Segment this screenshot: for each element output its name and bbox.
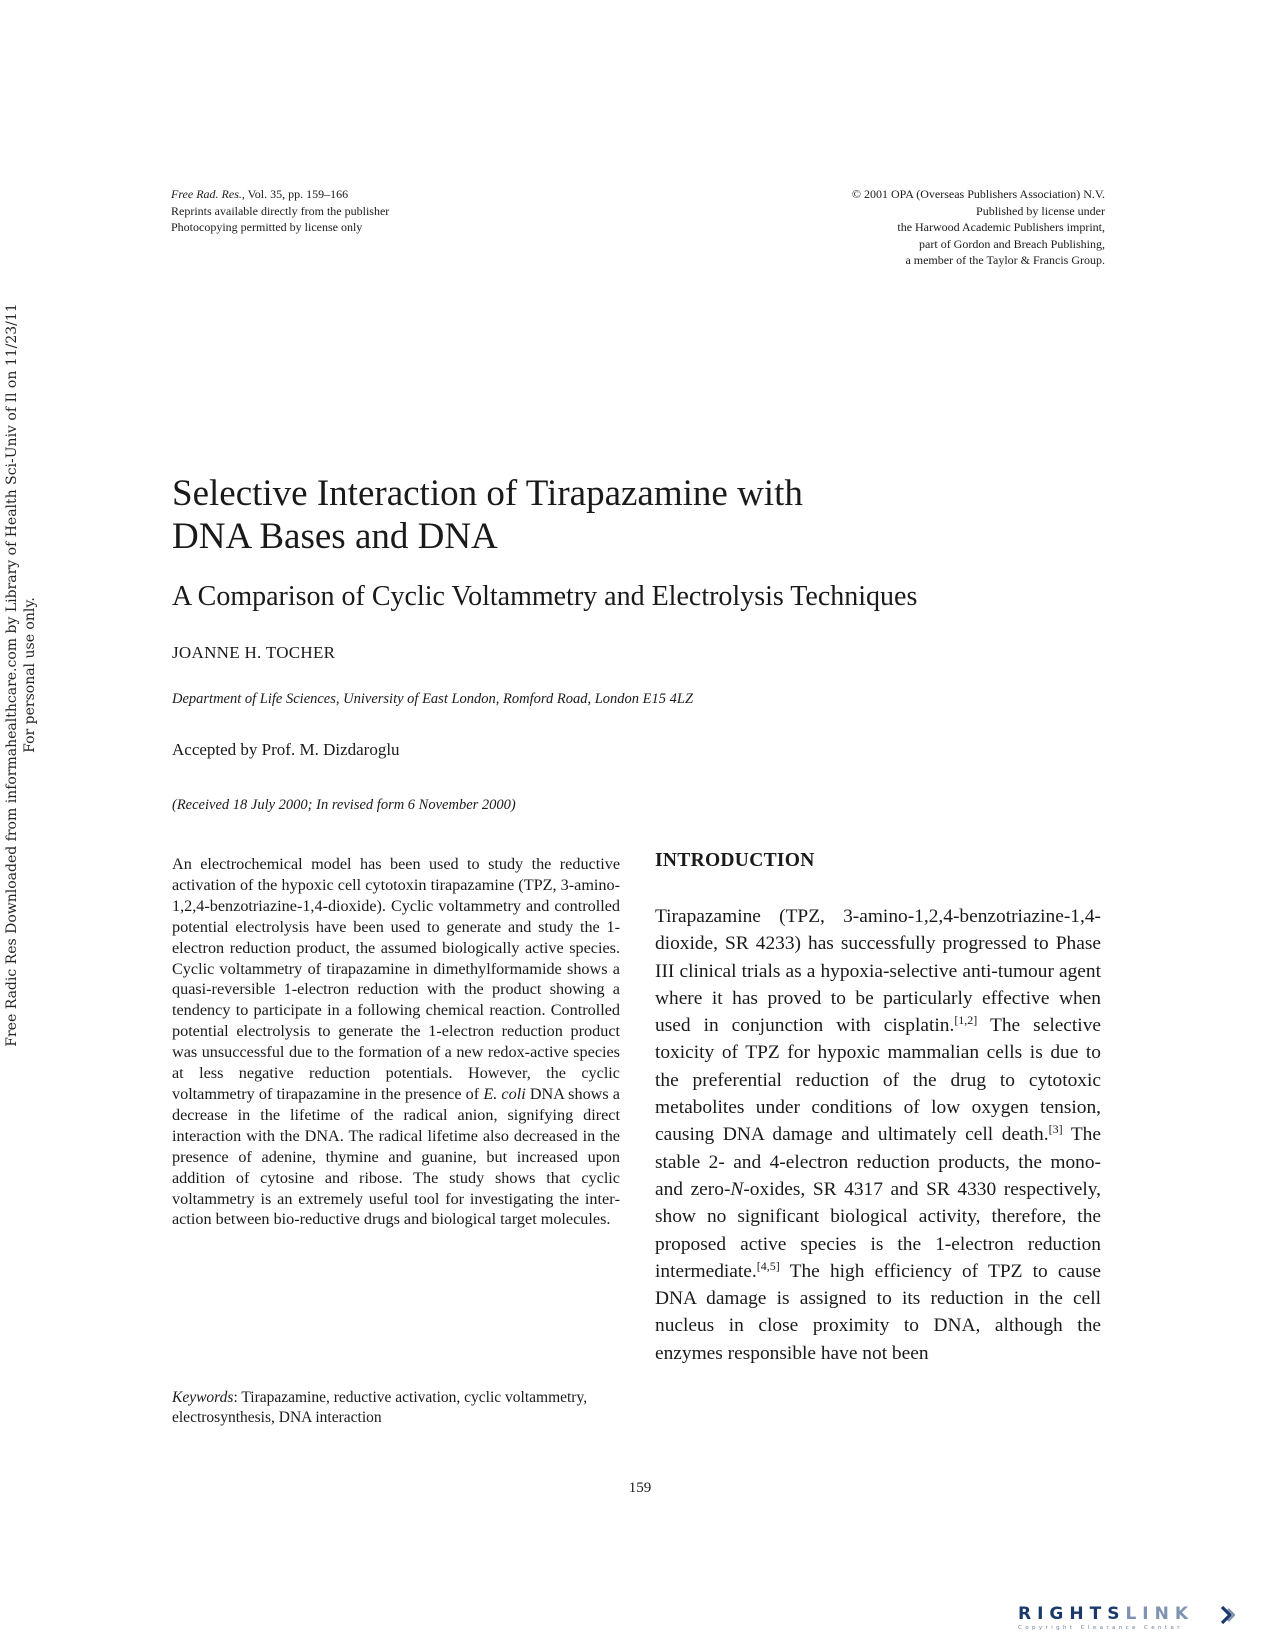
keywords xyxy=(172,1388,620,1428)
intro-text: The selective toxicity of TPZ for hypoxic mammalian cells is due to the preferential reduction of the drug to cytotoxic metabolites under conditions of low oxygen tension, causing DNA damage and ultimately cell death. xyxy=(655,1015,1101,1146)
title-line-1: Selective Interaction of Tirapazamine with xyxy=(172,473,803,514)
copyright-block xyxy=(700,186,1105,269)
copyright-line: © 2001 OPA (Overseas Publishers Association) N.V. xyxy=(851,187,1105,201)
journal-citation-block xyxy=(171,186,531,236)
rightslink-chevron-icon xyxy=(1216,1604,1238,1626)
rightslink-tagline: Copyright Clearance Center xyxy=(1018,1625,1183,1631)
article-title xyxy=(172,472,972,558)
rightslink-logo[interactable] xyxy=(1018,1604,1263,1648)
author-name: JOANNE H. TOCHER xyxy=(172,643,336,662)
journal-name: Free Rad. Res. xyxy=(171,187,242,201)
download-stamp xyxy=(3,175,53,1175)
citation-ref: [4,5] xyxy=(756,1258,780,1273)
download-stamp-line-2: For personal use only. xyxy=(22,597,38,753)
abstract xyxy=(172,854,620,1230)
keywords-text: : Tirapazamine, reductive activation, cyclic voltammetry, electrosynthesis, DNA interaction xyxy=(172,1389,588,1426)
copyright-line: the Harwood Academic Publishers imprint, xyxy=(897,220,1105,234)
journal-citation xyxy=(171,186,531,203)
page-number: 159 xyxy=(628,1480,652,1496)
rightslink-link: LINK xyxy=(1125,1604,1194,1624)
abstract-text: An electrochemical model has been used to study the reductive activation of the hypoxic cell cytotoxin tirapazamine (TPZ, 3-amino-1,2,4-benzotriazine-1,4-dioxide). Cyclic voltammetry and controlled potential electrolysis have been used to generate and study the 1-electron reduction product, the assumed biologically active species. Cyclic voltammetry of tirapazamine in dimethylformamide shows a quasi-reversible 1-electron reduction with the product showing a tendency to participate in a following chemical reaction. Controlled potential electrolysis to generate the 1-electron reduction product was unsuccessful due to the formation of a new redox-active species at less negative reduction potentials. However, the cyclic voltammetry of tirapazamine in the presence of xyxy=(172,855,620,1103)
citation-ref: [1,2] xyxy=(954,1013,978,1028)
introduction-body xyxy=(655,903,1101,1367)
reprints-notice: Reprints available directly from the publisher xyxy=(171,203,390,218)
intro-text: The stable 2- and 4-electron reduction products, the mono- and zero- xyxy=(655,1124,1101,1200)
title-line-2: DNA Bases and DNA xyxy=(172,516,498,557)
accepted-by: Accepted by Prof. M. Dizdaroglu xyxy=(172,740,400,759)
intro-text: Tirapazamine (TPZ, 3-amino-1,2,4-benzotriazine-1,4-dioxide, SR 4233) has successfully progressed to Phase III clinical trials as a hypoxia-selective anti-tumour agent where it has proved to be particularly effective when used in conjunction with cisplatin. xyxy=(655,906,1101,1037)
author-affiliation: Department of Life Sciences, University of East London, Romford Road, London E15 4LZ xyxy=(172,691,694,707)
intro-text: The high efficiency of TPZ to cause DNA damage is assigned to its reduction in the cell nucleus in close proximity to DNA, although the enzymes responsible have not been xyxy=(655,1260,1101,1364)
keywords-label: Keywords xyxy=(172,1389,234,1406)
photocopy-notice: Photocopying permitted by license only xyxy=(171,220,363,234)
download-stamp-line-1: Free Radic Res Downloaded from informahealthcare.com by Library of Health Sci-Univ of Il on 11/23/11 xyxy=(4,303,20,1047)
copyright-line: Published by license under xyxy=(976,203,1105,218)
rightslink-rights: RIGHTS xyxy=(1018,1604,1126,1624)
received-dates: (Received 18 July 2000; In revised form 6 November 2000) xyxy=(172,797,516,813)
intro-italic-n: N xyxy=(730,1178,744,1200)
article-subtitle: A Comparison of Cyclic Voltammetry and Electrolysis Techniques xyxy=(172,581,918,612)
introduction-heading: INTRODUCTION xyxy=(655,850,815,871)
volume-pages: , Vol. 35, pp. 159–166 xyxy=(241,187,349,201)
intro-text: -oxides, SR 4317 and SR 4330 respectively, show no significant biological activity, therefore, the proposed active species is the 1-electron reduction intermediate. xyxy=(655,1178,1101,1282)
copyright-line: a member of the Taylor & Francis Group. xyxy=(905,253,1105,267)
abstract-organism: E. coli xyxy=(483,1084,526,1103)
abstract-text: DNA shows a decrease in the lifetime of the radical anion, signifying direct interaction with the DNA. The radical lifetime also decreased in the presence of adenine, thymine and guanine, but increased upon addition of cytosine and ribose. The study shows that cyclic voltammetry is an extremely useful tool for investigating the interaction between bio-reductive drugs and biological target molecules. xyxy=(172,1084,620,1229)
copyright-line: part of Gordon and Breach Publishing, xyxy=(919,236,1105,251)
citation-ref: [3] xyxy=(1048,1122,1063,1137)
